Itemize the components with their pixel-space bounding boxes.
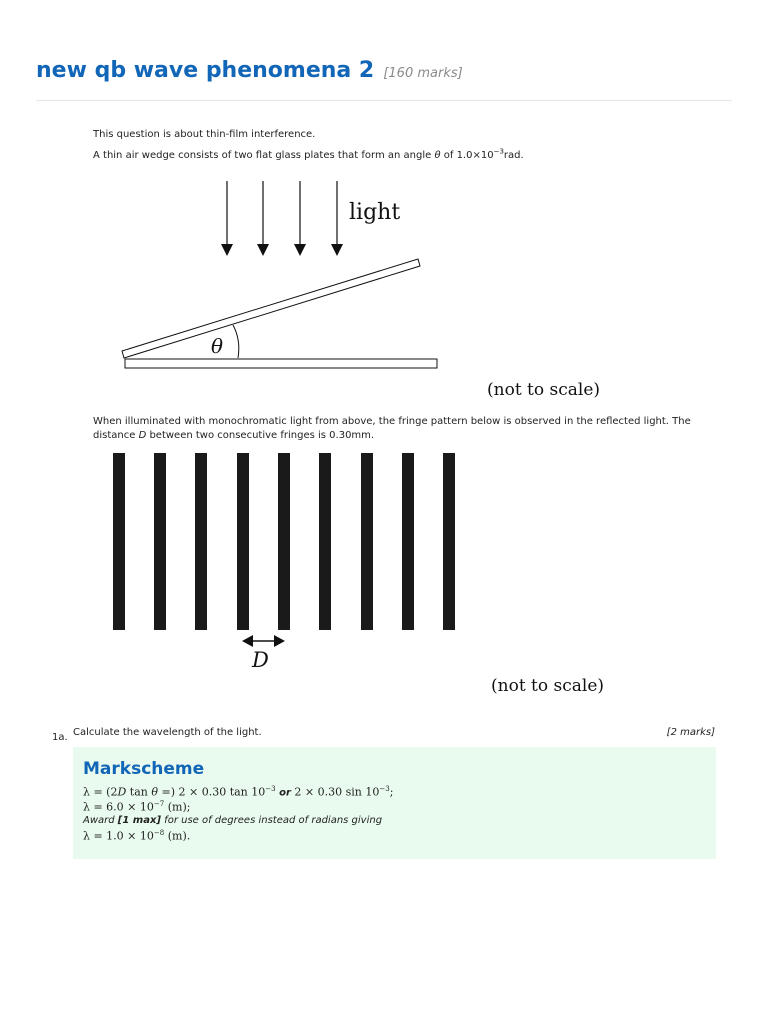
fringe-bar-8 bbox=[402, 453, 414, 630]
fringe-text-line-1: When illuminated with monochromatic light from above, the fringe pattern below is observed in the reflected light. The bbox=[93, 416, 691, 427]
arrow-head-4 bbox=[331, 244, 343, 256]
ms-line2-exp: −7 bbox=[153, 800, 165, 808]
question-text: Calculate the wavelength of the light. bbox=[73, 727, 262, 738]
intro-exponent: −3 bbox=[493, 147, 504, 156]
intro-line-2-post: rad. bbox=[503, 150, 524, 161]
arrow-head-1 bbox=[221, 244, 233, 256]
ms-line1-c: =) 2 × 0.30 tan 10 bbox=[158, 785, 266, 799]
intro-theta: θ bbox=[434, 150, 441, 161]
bottom-glass-plate bbox=[125, 359, 437, 368]
distance-label: D bbox=[252, 648, 269, 672]
ms-line1-theta: θ bbox=[151, 785, 158, 799]
ms-line2-a: λ = 6.0 × 10 bbox=[83, 800, 154, 814]
page-title: new qb wave phenomena 2 bbox=[36, 58, 375, 83]
distance-arrow-right-head bbox=[274, 635, 285, 647]
ms-line1-end: ; bbox=[389, 785, 394, 799]
arrow-head-3 bbox=[294, 244, 306, 256]
markscheme-line-1 bbox=[83, 785, 393, 799]
angle-label: θ bbox=[211, 334, 224, 358]
fringe-text-line-2 bbox=[93, 429, 374, 443]
scale-note-1: (not to scale) bbox=[487, 380, 601, 400]
markscheme-note bbox=[83, 815, 382, 826]
ms-line1-D: D bbox=[117, 785, 127, 799]
markscheme-line-2 bbox=[83, 800, 190, 814]
angle-arc bbox=[233, 325, 239, 358]
ms-line1-exp2: −3 bbox=[379, 785, 390, 793]
ms-line1-b: tan bbox=[126, 785, 152, 799]
ms-note-bold: [1 max] bbox=[117, 815, 161, 826]
fringe-text-pre: distance bbox=[93, 430, 139, 441]
ms-line1-d: 2 × 0.30 sin 10 bbox=[294, 785, 380, 799]
fringe-bar-7 bbox=[361, 453, 373, 630]
markscheme-panel bbox=[73, 747, 716, 859]
question-marks: [2 marks] bbox=[666, 727, 715, 738]
ms-line4-exp: −8 bbox=[153, 829, 165, 837]
ms-line4-a: λ = 1.0 × 10 bbox=[83, 829, 154, 843]
light-arrows bbox=[227, 181, 337, 245]
air-wedge-diagram bbox=[110, 175, 610, 400]
fringe-bar-4 bbox=[237, 453, 249, 630]
fringe-bar-2 bbox=[154, 453, 166, 630]
fringe-pattern-diagram bbox=[100, 450, 610, 700]
fringe-bar-6 bbox=[319, 453, 331, 630]
ms-line1-a: λ = (2 bbox=[83, 785, 118, 799]
fringe-bar-9 bbox=[443, 453, 455, 630]
intro-line-2-pre: A thin air wedge consists of two flat glass plates that form an angle bbox=[93, 150, 435, 161]
ms-note-post: for use of degrees instead of radians giving bbox=[161, 815, 383, 826]
tilted-glass-plate bbox=[122, 259, 420, 358]
markscheme-title: Markscheme bbox=[83, 759, 205, 779]
fringe-bar-1 bbox=[113, 453, 125, 630]
ms-line4-b: (m). bbox=[164, 829, 191, 843]
intro-line-1: This question is about thin-film interference. bbox=[93, 129, 316, 140]
ms-note-pre: Award bbox=[83, 815, 118, 826]
fringe-bar-3 bbox=[195, 453, 207, 630]
ms-line1-exp1: −3 bbox=[265, 785, 276, 793]
distance-arrow-left-head bbox=[242, 635, 253, 647]
fringe-text-post: between two consecutive fringes is 0.30mm. bbox=[146, 430, 375, 441]
intro-line-2-mid: of 1.0×10 bbox=[440, 150, 494, 161]
fringe-text-D: D bbox=[138, 430, 147, 441]
arrow-head-2 bbox=[257, 244, 269, 256]
total-marks: [160 marks] bbox=[383, 66, 463, 81]
question-number: 1a. bbox=[52, 732, 68, 743]
scale-note-2: (not to scale) bbox=[491, 676, 605, 696]
ms-line2-b: (m); bbox=[164, 800, 191, 814]
intro-line-2 bbox=[93, 149, 524, 163]
page-header bbox=[36, 58, 463, 83]
light-label: light bbox=[349, 200, 401, 225]
ms-or-word: or bbox=[279, 787, 291, 799]
markscheme-line-4 bbox=[83, 829, 190, 843]
header-divider bbox=[36, 100, 732, 101]
fringe-bar-5 bbox=[278, 453, 290, 630]
